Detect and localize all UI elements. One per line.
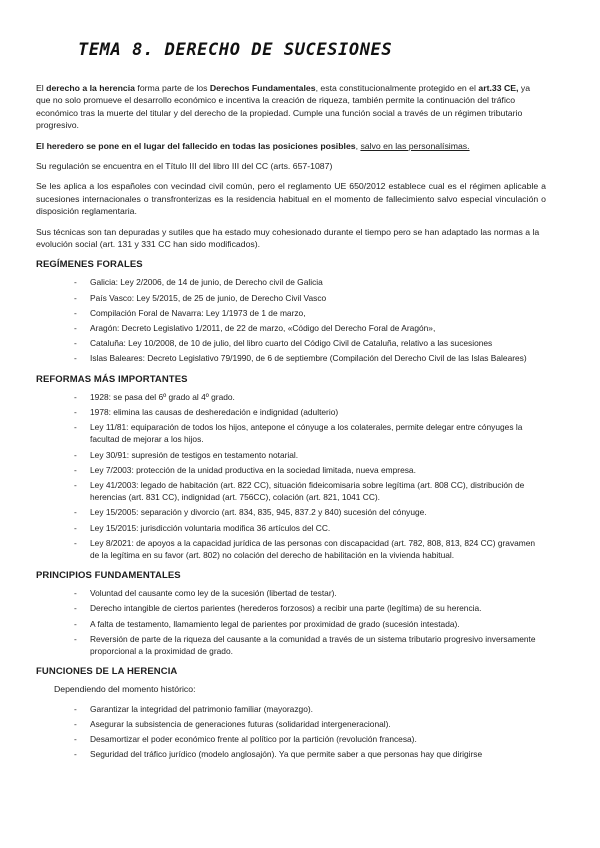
list-dash: - (74, 618, 77, 629)
list-item (36, 633, 546, 657)
list-item (36, 522, 546, 534)
list-item-text: Seguridad del tráfico jurídico (modelo anglosajón). Ya que permite saber a que personas hay que dirigirse (90, 749, 483, 760)
list-item-text: Ley 11/81: equiparación de todos los hijos, antepone el cónyuge a los colaterales, permite delegar entre cónyuges la facultad de mejorar a los hijos. (90, 422, 523, 445)
list-dash: - (74, 307, 77, 318)
list-item-text: Reversión de parte de la riqueza del causante a la comunidad a través de un sistema tributario progresivo inversamente proporcional a la proximidad de grado. (90, 633, 536, 656)
list-item-text: 1978: elimina las causas de desheredación e indignidad (adulterio) (90, 406, 339, 417)
list-item (36, 449, 546, 461)
list-dash: - (74, 464, 77, 475)
list-item-text: Cataluña: Ley 10/2008, de 10 de julio, del libro cuarto del Código Civil de Cataluña, relativo a las sucesiones (90, 338, 493, 349)
regulation-paragraph: Su regulación se encuentra en el Título III del libro III del CC (arts. 657-1087) (36, 161, 333, 172)
heir-underline: salvo en las personalísimas. (360, 140, 470, 151)
list-item-text: País Vasco: Ley 5/2015, de 25 de junio, de Derecho Civil Vasco (90, 292, 327, 303)
list-dash: - (74, 522, 77, 533)
list-item (36, 748, 546, 760)
funciones-intro: Dependiendo del momento histórico: (54, 684, 196, 695)
reformas-heading: REFORMAS MÁS IMPORTANTES (36, 373, 188, 385)
list-item (36, 703, 546, 715)
list-dash: - (74, 603, 77, 614)
list-item-text: Garantizar la integridad del patrimonio familiar (mayorazgo). (90, 703, 313, 714)
reformas-list (36, 391, 546, 561)
intro-bold-3: art.33 CE, (478, 83, 519, 93)
list-item (36, 337, 546, 349)
list-dash: - (74, 507, 77, 518)
list-item-text: Ley 41/2003: legado de habitación (art. 822 CC), situación fideicomisaria sobre legítima (art. 808 CC), distribución de herencias (art. 831 CC), indignidad (art. 756CC), colación (art. 821, 1041 CC). (90, 479, 525, 503)
list-dash: - (74, 323, 77, 334)
list-item (36, 406, 546, 418)
intro-bold-2: Derechos Fundamentales (209, 83, 316, 93)
list-item (36, 733, 546, 745)
list-dash: - (74, 588, 77, 599)
list-item (36, 307, 546, 319)
list-dash: - (74, 537, 77, 548)
forales-list (36, 276, 546, 364)
list-dash: - (74, 338, 77, 349)
list-item (36, 352, 546, 364)
list-item-text: Aragón: Decreto Legislativo 1/2011, de 22 de marzo, «Código del Derecho Foral de Aragón», (90, 323, 436, 334)
list-dash: - (74, 703, 77, 714)
list-dash: - (74, 391, 77, 402)
list-item-text: A falta de testamento, llamamiento legal de parientes por proximidad de grado (sucesión intestada). (90, 618, 460, 629)
list-dash: - (74, 292, 77, 303)
list-item (36, 292, 546, 304)
intro-text-2: forma parte de los (135, 83, 210, 93)
heir-sep: , (355, 140, 361, 151)
intro-bold-1: derecho a la herencia (46, 83, 135, 93)
list-item-text: Galicia: Ley 2/2006, de 14 de junio, de Derecho civil de Galicia (90, 277, 323, 288)
application-paragraph: Se les aplica a los españoles con vecindad civil común, pero el reglamento UE 650/2012 establece cual es el régimen aplicable a sucesiones internacionales o transfronterizas es la residencia habitual en el momento de fallecimiento salvo especial vinculación o disposición reglamentaria. (36, 181, 546, 217)
list-item-text: 1928: se pasa del 6º grado al 4º grado. (90, 391, 235, 402)
funciones-heading: FUNCIONES DE LA HERENCIA (36, 666, 178, 678)
list-item-text: Voluntad del causante como ley de la sucesión (libertad de testar). (90, 588, 337, 599)
principios-heading: PRINCIPIOS FUNDAMENTALES (36, 570, 181, 582)
list-item (36, 421, 546, 445)
intro-text-4: ya que no solo promueve el desarrollo económico e incentiva la creación de riqueza, también permite la continuación del tráfico económico tras la muerte del titular y del derecho de la propiedad. Cumple una función social a través de un régimen tributario progresivo. (36, 83, 531, 131)
list-item (36, 587, 546, 599)
list-item-text: Ley 15/2005: separación y divorcio (art. 834, 835, 945, 837.2 y 840) sucesión del cónyuge. (90, 507, 427, 518)
list-item (36, 276, 546, 288)
list-item (36, 618, 546, 630)
list-dash: - (74, 633, 77, 644)
intro-text-1: El (36, 83, 47, 93)
funciones-list (36, 703, 546, 761)
list-dash: - (74, 422, 77, 433)
page-title: TEMA 8. DERECHO DE SUCESIONES (78, 40, 393, 60)
list-dash: - (74, 479, 77, 490)
list-item (36, 602, 546, 614)
list-item-text: Asegurar la subsistencia de generaciones futuras (solidaridad intergeneracional). (90, 718, 391, 729)
list-item-text: Derecho intangible de ciertos parientes (herederos forzosos) a recibir una parte (legítima) de su herencia. (90, 603, 482, 614)
list-item-text: Islas Baleares: Decreto Legislativo 79/1990, de 6 de septiembre (Compilación del Derecho Civil de las Islas Baleares) (90, 353, 527, 364)
list-item-text: Desamortizar el poder económico frente al político por la partición (revolución francesa). (90, 733, 417, 744)
list-dash: - (74, 406, 77, 417)
list-item (36, 479, 546, 503)
list-item (36, 464, 546, 476)
list-item (36, 537, 546, 561)
list-item (36, 322, 546, 334)
list-item-text: Ley 30/91: supresión de testigos en testamento notarial. (90, 449, 299, 460)
list-dash: - (74, 749, 77, 760)
heir-paragraph (36, 140, 546, 152)
list-dash: - (74, 449, 77, 460)
list-item (36, 506, 546, 518)
list-dash: - (74, 277, 77, 288)
list-item-text: Ley 15/2015: jurisdicción voluntaria modifica 36 artículos del CC. (90, 522, 331, 533)
intro-text-3: , esta constitucionalmente protegido en el (315, 83, 479, 93)
list-item (36, 391, 546, 403)
intro-paragraph (36, 82, 546, 132)
list-dash: - (74, 353, 77, 364)
list-item-text: Ley 8/2021: de apoyos a la capacidad jurídica de las personas con discapacidad (art. 782, 808, 813, 824 CC) gravamen de la legítima en su favor (art. 802) no colación del derecho de habilitación en la vivienda habitual. (90, 537, 536, 560)
list-dash: - (74, 733, 77, 744)
list-dash: - (74, 718, 77, 729)
list-item-text: Compilación Foral de Navarra: Ley 1/1973 de 1 de marzo, (90, 307, 306, 318)
forales-heading: REGÍMENES FORALES (36, 259, 143, 271)
techniques-paragraph: Sus técnicas son tan depuradas y sutiles que ha estado muy cohesionado durante el tiempo pero se han adaptado las normas a la evolución social (art. 131 y 331 CC han sido modificados). (36, 226, 540, 250)
principios-list (36, 587, 546, 657)
heir-bold: El heredero se pone en el lugar del fallecido en todas las posiciones posibles (36, 140, 356, 151)
list-item (36, 718, 546, 730)
list-item-text: Ley 7/2003: protección de la unidad productiva en la sociedad limitada, nueva empresa. (90, 464, 416, 475)
